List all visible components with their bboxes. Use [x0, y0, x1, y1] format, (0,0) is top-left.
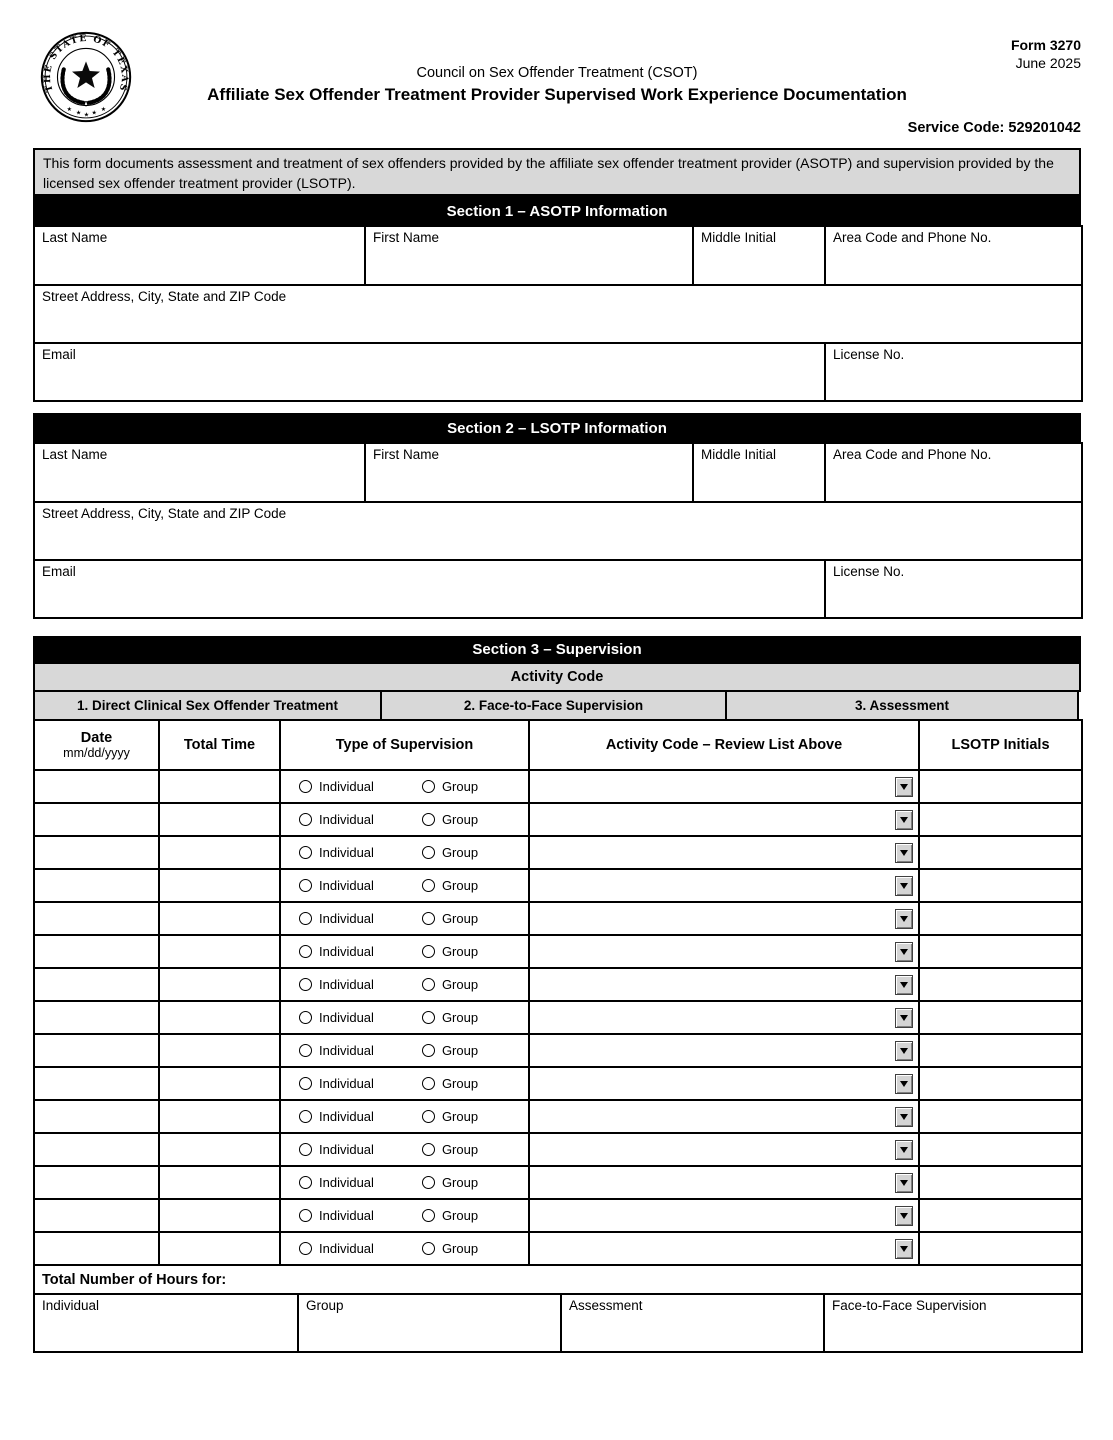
s2-middle-initial-field[interactable]: [693, 443, 825, 502]
s1-phone-label: Area Code and Phone No.: [833, 230, 992, 245]
s1-middle-initial-field[interactable]: [693, 226, 825, 285]
section-3: [33, 636, 1081, 1353]
dropdown-arrow-icon: [900, 1147, 908, 1153]
type-of-supervision-cell: [280, 1067, 529, 1100]
svg-text:★: ★: [75, 110, 82, 117]
individual-radio-label: Individual: [319, 911, 374, 926]
total-time-cell[interactable]: [159, 1133, 280, 1166]
individual-radio-label: Individual: [319, 1175, 374, 1190]
s1-email-label: Email: [42, 347, 76, 362]
individual-radio-label: Individual: [319, 812, 374, 827]
individual-radio-label: Individual: [319, 779, 374, 794]
dropdown-arrow-icon: [900, 1081, 908, 1087]
activity-code-dropdown[interactable]: [895, 975, 913, 995]
activity-code-dropdown[interactable]: [895, 942, 913, 962]
totals-header: Total Number of Hours for:: [34, 1265, 1082, 1294]
activity-code-cell[interactable]: [529, 1100, 919, 1133]
s2-email-label: Email: [42, 564, 76, 579]
supervision-row: [34, 902, 1082, 935]
dropdown-arrow-icon: [900, 982, 908, 988]
activity-code-cell[interactable]: [529, 1034, 919, 1067]
group-radio-group[interactable]: [422, 1208, 478, 1223]
group-radio-group[interactable]: [422, 911, 478, 926]
activity-code-dropdown[interactable]: [895, 843, 913, 863]
group-radio-label: Group: [441, 779, 479, 794]
lsotp-initials-cell[interactable]: [919, 935, 1082, 968]
form-date: June 2025: [1015, 55, 1081, 71]
s2-email-field[interactable]: [34, 560, 825, 618]
s1-middle-initial-label: Middle Initial: [701, 230, 777, 245]
lsotp-initials-cell[interactable]: [919, 836, 1082, 869]
dropdown-arrow-icon: [900, 850, 908, 856]
group-radio-group[interactable]: [422, 1010, 478, 1025]
dropdown-arrow-icon: [900, 817, 908, 823]
group-radio-group[interactable]: [422, 779, 478, 794]
group-radio[interactable]: [422, 945, 435, 958]
s1-first-name-label: First Name: [373, 230, 440, 245]
date-cell[interactable]: [34, 1133, 159, 1166]
supervision-row: [34, 1232, 1082, 1265]
s2-last-name-label: Last Name: [42, 447, 108, 462]
totals-table: [33, 1264, 1083, 1353]
individual-radio-label: Individual: [319, 878, 374, 893]
date-cell[interactable]: [34, 803, 159, 836]
s2-phone-field[interactable]: [825, 443, 1082, 502]
individual-radio-group[interactable]: [299, 1010, 374, 1025]
group-radio-group[interactable]: [422, 878, 478, 893]
activity-code-dropdown[interactable]: [895, 1140, 913, 1160]
type-of-supervision-cell: [280, 1034, 529, 1067]
supervision-row: [34, 1034, 1082, 1067]
activity-code-dropdown[interactable]: [895, 810, 913, 830]
supervision-row: [34, 803, 1082, 836]
lsotp-initials-cell[interactable]: [919, 1166, 1082, 1199]
supervision-row: [34, 869, 1082, 902]
individual-radio-label: Individual: [319, 1076, 374, 1091]
individual-radio[interactable]: [299, 912, 312, 925]
activity-code-dropdown[interactable]: [895, 1206, 913, 1226]
activity-code-cell[interactable]: [529, 803, 919, 836]
lsotp-initials-cell[interactable]: [919, 902, 1082, 935]
individual-radio-label: Individual: [319, 1043, 374, 1058]
date-format-hint: mm/dd/yyyy: [63, 746, 130, 760]
group-radio[interactable]: [422, 912, 435, 925]
section-3-header: Section 3 – Supervision: [33, 636, 1081, 664]
s2-address-field[interactable]: [34, 502, 1082, 560]
group-radio-group[interactable]: [422, 1043, 478, 1058]
individual-radio[interactable]: [299, 780, 312, 793]
supervision-row: [34, 1166, 1082, 1199]
group-radio-label: Group: [441, 1109, 479, 1124]
s1-last-name-field[interactable]: [34, 226, 365, 285]
individual-radio-group[interactable]: [299, 779, 374, 794]
individual-radio[interactable]: [299, 1077, 312, 1090]
date-cell[interactable]: [34, 1034, 159, 1067]
group-radio-label: Group: [441, 1076, 479, 1091]
group-radio-group[interactable]: [422, 1241, 478, 1256]
service-code-value: 529201042: [1008, 120, 1081, 136]
date-cell[interactable]: [34, 1166, 159, 1199]
activity-code-cell[interactable]: [529, 902, 919, 935]
type-of-supervision-cell: [280, 1232, 529, 1265]
individual-radio-label: Individual: [319, 944, 374, 959]
lsotp-initials-cell[interactable]: [919, 770, 1082, 803]
activity-code-column-header: Activity Code – Review List Above: [529, 720, 919, 770]
total-time-cell[interactable]: [159, 1001, 280, 1034]
activity-code-cell[interactable]: [529, 1199, 919, 1232]
lsotp-initials-cell[interactable]: [919, 1001, 1082, 1034]
svg-text:★: ★: [83, 112, 90, 119]
group-radio-group[interactable]: [422, 977, 478, 992]
svg-text:THE STATE OF TEXAS: THE STATE OF TEXAS: [41, 32, 131, 94]
individual-radio[interactable]: [299, 1110, 312, 1123]
form-description: This form documents assessment and treatment of sex offenders provided by the affiliate sex offender treatment provider (ASOTP) and supervision provided by the licensed sex offender treatment provider (LSOTP).: [33, 148, 1081, 196]
supervision-table: [33, 719, 1083, 1266]
form-number: Form 3270: [1010, 37, 1081, 53]
s1-address-label: Street Address, City, State and ZIP Code: [42, 289, 287, 304]
type-of-supervision-cell: [280, 770, 529, 803]
form-header: [33, 0, 1081, 196]
activity-code-cell[interactable]: [529, 770, 919, 803]
s1-first-name-field[interactable]: [365, 226, 693, 285]
dropdown-arrow-icon: [900, 949, 908, 955]
date-cell[interactable]: [34, 1100, 159, 1133]
individual-radio-group[interactable]: [299, 1142, 374, 1157]
date-cell[interactable]: [34, 1232, 159, 1265]
lsotp-initials-cell[interactable]: [919, 1067, 1082, 1100]
group-radio-label: Group: [441, 845, 479, 860]
form-title: Affiliate Sex Offender Treatment Provider Supervised Work Experience Documentation: [207, 85, 907, 104]
individual-radio-group[interactable]: [299, 911, 374, 926]
group-radio-group[interactable]: [422, 1175, 478, 1190]
group-radio[interactable]: [422, 1242, 435, 1255]
date-cell[interactable]: [34, 770, 159, 803]
supervision-row: [34, 836, 1082, 869]
individual-radio[interactable]: [299, 1044, 312, 1057]
activity-code-dropdown[interactable]: [895, 1239, 913, 1259]
individual-radio[interactable]: [299, 1176, 312, 1189]
s2-middle-initial-label: Middle Initial: [701, 447, 777, 462]
activity-code-dropdown[interactable]: [895, 1074, 913, 1094]
date-cell[interactable]: [34, 1001, 159, 1034]
total-time-cell[interactable]: [159, 1232, 280, 1265]
type-of-supervision-cell: [280, 1133, 529, 1166]
supervision-row: [34, 935, 1082, 968]
dropdown-arrow-icon: [900, 916, 908, 922]
s1-last-name-label: Last Name: [42, 230, 108, 245]
individual-radio-group[interactable]: [299, 878, 374, 893]
activity-code-dropdown[interactable]: [895, 777, 913, 797]
type-of-supervision-cell: [280, 935, 529, 968]
total-time-cell[interactable]: [159, 1034, 280, 1067]
lsotp-initials-cell[interactable]: [919, 968, 1082, 1001]
group-radio-group[interactable]: [422, 1109, 478, 1124]
date-cell[interactable]: [34, 935, 159, 968]
group-radio-label: Group: [441, 911, 479, 926]
group-radio-group[interactable]: [422, 1076, 478, 1091]
date-cell[interactable]: [34, 869, 159, 902]
total-time-cell[interactable]: [159, 902, 280, 935]
lsotp-initials-column-header: LSOTP Initials: [919, 720, 1082, 770]
type-of-supervision-column-header: Type of Supervision: [280, 720, 529, 770]
dropdown-arrow-icon: [900, 1180, 908, 1186]
s1-email-field[interactable]: [34, 343, 825, 401]
type-of-supervision-cell: [280, 1001, 529, 1034]
total-time-cell[interactable]: [159, 869, 280, 902]
group-radio-label: Group: [441, 944, 479, 959]
group-radio-group[interactable]: [422, 944, 478, 959]
individual-radio[interactable]: [299, 1143, 312, 1156]
individual-radio-label: Individual: [319, 977, 374, 992]
group-radio[interactable]: [422, 1176, 435, 1189]
s2-address-label: Street Address, City, State and ZIP Code: [42, 506, 287, 521]
activity-code-2: 2. Face-to-Face Supervision: [380, 690, 727, 721]
total-time-cell[interactable]: [159, 1100, 280, 1133]
group-radio-label: Group: [441, 1010, 479, 1025]
group-radio-group[interactable]: [422, 812, 478, 827]
individual-radio-group[interactable]: [299, 944, 374, 959]
dropdown-arrow-icon: [900, 1246, 908, 1252]
svg-text:★: ★: [66, 107, 73, 114]
total-assessment-label: Assessment: [569, 1298, 643, 1313]
group-radio-group[interactable]: [422, 1142, 478, 1157]
lsotp-initials-cell[interactable]: [919, 869, 1082, 902]
lsotp-initials-cell[interactable]: [919, 1199, 1082, 1232]
dropdown-arrow-icon: [900, 1114, 908, 1120]
type-of-supervision-cell: [280, 803, 529, 836]
date-cell[interactable]: [34, 836, 159, 869]
section-1-header: Section 1 – ASOTP Information: [33, 196, 1081, 227]
individual-radio[interactable]: [299, 945, 312, 958]
s1-phone-field[interactable]: [825, 226, 1082, 285]
total-time-cell[interactable]: [159, 770, 280, 803]
group-radio[interactable]: [422, 813, 435, 826]
s2-first-name-field[interactable]: [365, 443, 693, 502]
total-time-cell[interactable]: [159, 1199, 280, 1232]
date-cell[interactable]: [34, 1067, 159, 1100]
activity-code-3: 3. Assessment: [725, 690, 1079, 721]
activity-code-cell[interactable]: [529, 869, 919, 902]
individual-radio[interactable]: [299, 846, 312, 859]
total-individual-field[interactable]: [34, 1294, 298, 1352]
lsotp-initials-cell[interactable]: [919, 803, 1082, 836]
group-radio-label: Group: [441, 1175, 479, 1190]
total-group-label: Group: [306, 1298, 344, 1313]
dropdown-arrow-icon: [900, 883, 908, 889]
activity-code-dropdown[interactable]: [895, 876, 913, 896]
dropdown-arrow-icon: [900, 1015, 908, 1021]
group-radio[interactable]: [422, 1110, 435, 1123]
section-1: [33, 196, 1081, 402]
total-time-cell[interactable]: [159, 803, 280, 836]
dropdown-arrow-icon: [900, 1213, 908, 1219]
group-radio[interactable]: [422, 1209, 435, 1222]
type-of-supervision-cell: [280, 1100, 529, 1133]
supervision-header-row: [34, 720, 1082, 770]
individual-radio[interactable]: [299, 813, 312, 826]
type-of-supervision-cell: [280, 1199, 529, 1232]
s2-phone-label: Area Code and Phone No.: [833, 447, 992, 462]
type-of-supervision-cell: [280, 902, 529, 935]
svg-text:★: ★: [100, 107, 107, 114]
group-radio-label: Group: [441, 1043, 479, 1058]
group-radio[interactable]: [422, 1044, 435, 1057]
s2-license-field[interactable]: [825, 560, 1082, 618]
group-radio[interactable]: [422, 1143, 435, 1156]
group-radio-label: Group: [441, 1208, 479, 1223]
group-radio[interactable]: [422, 780, 435, 793]
individual-radio[interactable]: [299, 1209, 312, 1222]
svg-text:★: ★: [91, 110, 97, 117]
activity-code-dropdown[interactable]: [895, 1041, 913, 1061]
lsotp-initials-cell[interactable]: [919, 1232, 1082, 1265]
supervision-row: [34, 1067, 1082, 1100]
individual-radio-group[interactable]: [299, 1109, 374, 1124]
total-time-cell[interactable]: [159, 1067, 280, 1100]
group-radio[interactable]: [422, 1077, 435, 1090]
individual-radio-label: Individual: [319, 1109, 374, 1124]
date-cell[interactable]: [34, 1199, 159, 1232]
group-radio-label: Group: [441, 878, 479, 893]
total-face-to-face-field[interactable]: [824, 1294, 1082, 1352]
activity-code-dropdown[interactable]: [895, 1107, 913, 1127]
group-radio[interactable]: [422, 978, 435, 991]
activity-code-cell[interactable]: [529, 968, 919, 1001]
s2-license-label: License No.: [833, 564, 905, 579]
activity-code-cell[interactable]: [529, 1001, 919, 1034]
supervision-row: [34, 1100, 1082, 1133]
supervision-row: [34, 1001, 1082, 1034]
supervision-row: [34, 968, 1082, 1001]
group-radio-group[interactable]: [422, 845, 478, 860]
activity-code-dropdown[interactable]: [895, 1008, 913, 1028]
group-radio-label: Group: [441, 812, 479, 827]
individual-radio-group[interactable]: [299, 1043, 374, 1058]
individual-radio-label: Individual: [319, 845, 374, 860]
service-code: Service Code: 529201042: [907, 120, 1081, 136]
section-2-header: Section 2 – LSOTP Information: [33, 413, 1081, 444]
individual-radio-group[interactable]: [299, 845, 374, 860]
supervision-row: [34, 770, 1082, 803]
individual-radio[interactable]: [299, 1242, 312, 1255]
dropdown-arrow-icon: [900, 1048, 908, 1054]
type-of-supervision-cell: [280, 968, 529, 1001]
date-cell[interactable]: [34, 968, 159, 1001]
individual-radio-group[interactable]: [299, 1175, 374, 1190]
section-2: [33, 413, 1081, 619]
supervision-row: [34, 1133, 1082, 1166]
group-radio-label: Group: [441, 977, 479, 992]
group-radio-label: Group: [441, 1241, 479, 1256]
date-cell[interactable]: [34, 902, 159, 935]
total-time-cell[interactable]: [159, 968, 280, 1001]
activity-code-cell[interactable]: [529, 1133, 919, 1166]
activity-code-cell[interactable]: [529, 1232, 919, 1265]
lsotp-initials-cell[interactable]: [919, 1034, 1082, 1067]
group-radio[interactable]: [422, 1011, 435, 1024]
individual-radio-group[interactable]: [299, 1241, 374, 1256]
activity-code-dropdown[interactable]: [895, 1173, 913, 1193]
individual-radio-label: Individual: [319, 1241, 374, 1256]
individual-radio-label: Individual: [319, 1208, 374, 1223]
individual-radio-label: Individual: [319, 1142, 374, 1157]
lsotp-initials-cell[interactable]: [919, 1100, 1082, 1133]
activity-code-1: 1. Direct Clinical Sex Offender Treatment: [33, 690, 382, 721]
s1-address-field[interactable]: [34, 285, 1082, 343]
group-radio[interactable]: [422, 846, 435, 859]
s1-license-field[interactable]: [825, 343, 1082, 401]
group-radio[interactable]: [422, 879, 435, 892]
type-of-supervision-cell: [280, 869, 529, 902]
total-face-to-face-label: Face-to-Face Supervision: [832, 1298, 987, 1313]
activity-code-cell[interactable]: [529, 1067, 919, 1100]
total-time-cell[interactable]: [159, 1166, 280, 1199]
s2-first-name-label: First Name: [373, 447, 440, 462]
supervision-row: [34, 1199, 1082, 1232]
individual-radio[interactable]: [299, 879, 312, 892]
activity-code-header: Activity Code: [33, 662, 1081, 692]
total-individual-label: Individual: [42, 1298, 100, 1313]
activity-code-dropdown[interactable]: [895, 909, 913, 929]
individual-radio-group[interactable]: [299, 977, 374, 992]
org-name: Council on Sex Offender Treatment (CSOT): [416, 65, 698, 81]
type-of-supervision-cell: [280, 1166, 529, 1199]
s2-last-name-field[interactable]: [34, 443, 365, 502]
total-time-cell[interactable]: [159, 836, 280, 869]
activity-code-cell[interactable]: [529, 836, 919, 869]
activity-code-legend: [33, 690, 1081, 721]
total-assessment-field[interactable]: [561, 1294, 824, 1352]
individual-radio-label: Individual: [319, 1010, 374, 1025]
type-of-supervision-cell: [280, 836, 529, 869]
individual-radio[interactable]: [299, 1011, 312, 1024]
individual-radio-group[interactable]: [299, 1208, 374, 1223]
lsotp-initials-cell[interactable]: [919, 1133, 1082, 1166]
dropdown-arrow-icon: [900, 784, 908, 790]
total-time-column-header: Total Time: [159, 720, 280, 770]
activity-code-cell[interactable]: [529, 1166, 919, 1199]
individual-radio-group[interactable]: [299, 1076, 374, 1091]
total-group-field[interactable]: [298, 1294, 561, 1352]
individual-radio[interactable]: [299, 978, 312, 991]
total-time-cell[interactable]: [159, 935, 280, 968]
group-radio-label: Group: [441, 1142, 479, 1157]
s1-license-label: License No.: [833, 347, 905, 362]
date-column-header: Date mm/dd/yyyy: [34, 720, 159, 770]
activity-code-cell[interactable]: [529, 935, 919, 968]
individual-radio-group[interactable]: [299, 812, 374, 827]
